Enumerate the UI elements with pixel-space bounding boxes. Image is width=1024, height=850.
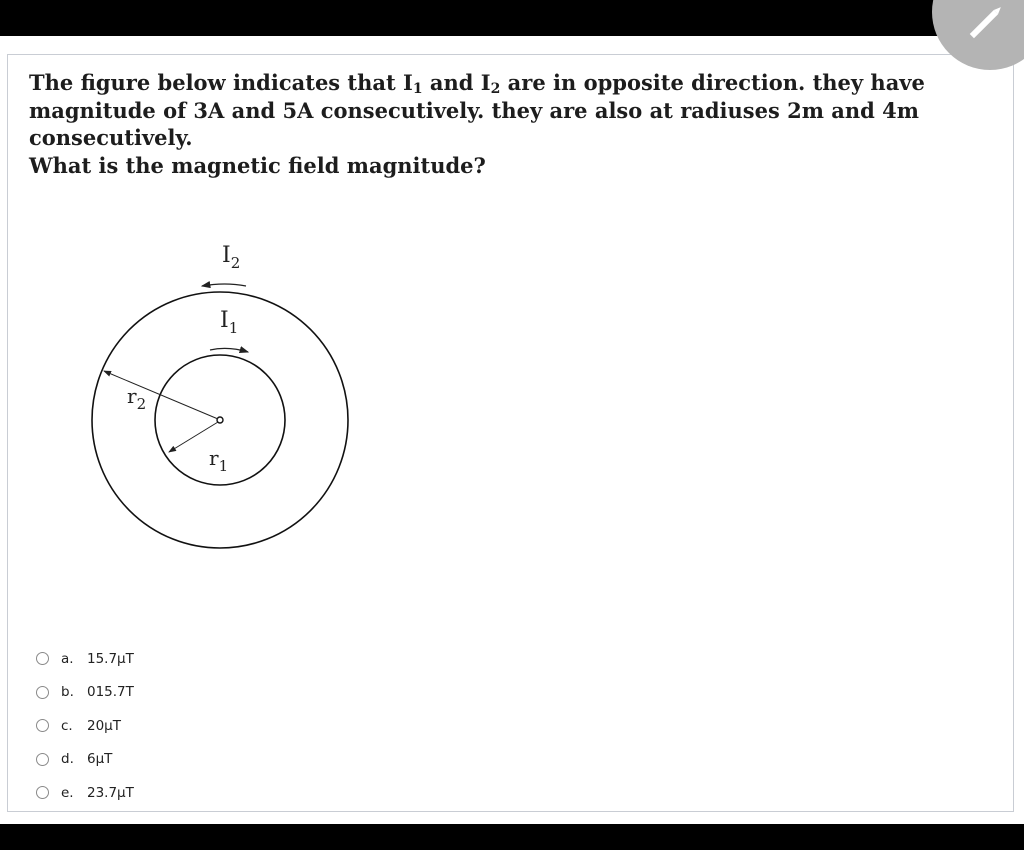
option-a[interactable] bbox=[36, 642, 134, 676]
concentric-loops-figure bbox=[90, 232, 370, 572]
question-card bbox=[7, 54, 1014, 812]
option-c[interactable] bbox=[36, 709, 134, 743]
question-text bbox=[29, 69, 969, 179]
option-b-text: 015.7T bbox=[87, 684, 134, 701]
i1-direction-arrow bbox=[210, 348, 248, 352]
question-line-2: magnitude of 3A and 5A consecutively. they are also at radiuses 2m and 4m bbox=[29, 97, 919, 123]
radio-button-e[interactable] bbox=[36, 786, 49, 799]
option-b-letter: b. bbox=[61, 684, 74, 701]
radio-button-c[interactable] bbox=[36, 719, 49, 732]
radio-button-a[interactable] bbox=[36, 652, 49, 665]
option-b[interactable] bbox=[36, 676, 134, 710]
page-screen bbox=[0, 36, 1024, 824]
label-i1: $I_1$ bbox=[220, 308, 239, 337]
question-line-1-part-a: The figure below indicates that I bbox=[29, 70, 413, 95]
label-r1: $r_1$ bbox=[209, 446, 229, 475]
option-d[interactable] bbox=[36, 743, 134, 777]
subscript-2: 2 bbox=[490, 81, 501, 97]
option-e-letter: e. bbox=[61, 784, 74, 801]
option-d-letter: d. bbox=[61, 751, 74, 768]
option-a-letter: a. bbox=[61, 650, 74, 667]
bottom-black-bar bbox=[0, 824, 1024, 850]
radio-button-b[interactable] bbox=[36, 686, 49, 699]
option-d-text: 6μT bbox=[87, 751, 113, 768]
option-c-text: 20μT bbox=[87, 717, 122, 734]
question-line-3: consecutively. bbox=[29, 125, 193, 150]
question-line-4: What is the magnetic field magnitude? bbox=[29, 152, 486, 178]
option-a-text: 15.7μT bbox=[87, 650, 134, 667]
edit-button[interactable] bbox=[930, 0, 1024, 72]
question-line-1 bbox=[29, 69, 969, 97]
label-i2: $I_2$ bbox=[222, 243, 241, 272]
label-r2: $r_2$ bbox=[127, 384, 147, 413]
question-line-1-part-c: are in opposite direction. they have bbox=[500, 70, 925, 95]
option-e-text: 23.7μT bbox=[87, 784, 134, 801]
i2-direction-arrow bbox=[202, 284, 246, 286]
option-c-letter: c. bbox=[61, 717, 73, 734]
top-black-bar bbox=[0, 0, 1024, 36]
option-e[interactable] bbox=[36, 776, 134, 810]
subscript-1: 1 bbox=[412, 81, 423, 97]
radio-button-d[interactable] bbox=[36, 753, 49, 766]
question-line-1-part-b: and I bbox=[422, 70, 491, 95]
r2-arrow bbox=[104, 371, 218, 419]
answer-options bbox=[36, 642, 134, 810]
